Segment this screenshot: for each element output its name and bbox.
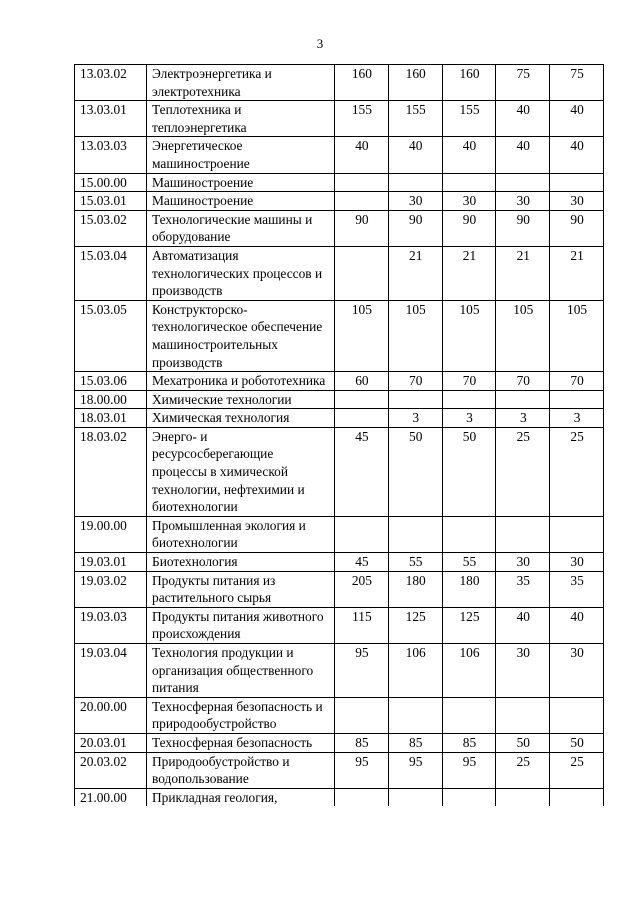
specialty-name: Технологические машины и оборудование xyxy=(147,210,335,246)
quota-value-2: 21 xyxy=(388,246,442,300)
specialty-name: Автоматизация технологических процессов и производств xyxy=(147,246,335,300)
quota-value-3: 55 xyxy=(442,553,496,572)
quota-value-1: 85 xyxy=(335,733,389,752)
quota-value-5 xyxy=(550,697,604,733)
quota-value-4: 21 xyxy=(496,246,550,300)
quota-value-2: 180 xyxy=(388,571,442,607)
quota-value-1 xyxy=(335,246,389,300)
quota-value-1: 115 xyxy=(335,607,389,643)
quota-value-5: 30 xyxy=(550,644,604,698)
quota-value-3: 95 xyxy=(442,752,496,788)
quota-value-1 xyxy=(335,788,389,806)
quota-value-5: 25 xyxy=(550,752,604,788)
quota-value-5: 40 xyxy=(550,101,604,137)
table-body xyxy=(75,65,604,807)
quota-value-4: 35 xyxy=(496,571,550,607)
table-row xyxy=(75,607,604,643)
specialty-name: Продукты питания животного происхождения xyxy=(147,607,335,643)
quota-value-2: 40 xyxy=(388,137,442,173)
table-row xyxy=(75,697,604,733)
quota-value-4: 40 xyxy=(496,607,550,643)
quota-value-3 xyxy=(442,173,496,192)
quota-value-2 xyxy=(388,173,442,192)
quota-value-3 xyxy=(442,516,496,552)
specialty-code: 18.03.01 xyxy=(75,409,147,428)
quota-value-3: 21 xyxy=(442,246,496,300)
specialty-code: 13.03.03 xyxy=(75,137,147,173)
quota-value-2: 125 xyxy=(388,607,442,643)
quota-value-4: 30 xyxy=(496,192,550,211)
quota-value-2 xyxy=(388,390,442,409)
quota-value-3: 50 xyxy=(442,427,496,516)
quota-value-2: 55 xyxy=(388,553,442,572)
quota-value-1: 95 xyxy=(335,752,389,788)
table-row xyxy=(75,409,604,428)
specialty-name: Электроэнергетика и электротехника xyxy=(147,65,335,101)
quota-value-3: 85 xyxy=(442,733,496,752)
quota-value-2: 95 xyxy=(388,752,442,788)
specialty-name: Технология продукции и организация общественного питания xyxy=(147,644,335,698)
quota-value-5: 21 xyxy=(550,246,604,300)
table-row xyxy=(75,752,604,788)
page-number: 3 xyxy=(316,36,324,51)
specialty-name: Химическая технология xyxy=(147,409,335,428)
table-row xyxy=(75,300,604,371)
quota-value-5: 30 xyxy=(550,553,604,572)
quota-value-5: 40 xyxy=(550,607,604,643)
quota-value-1: 205 xyxy=(335,571,389,607)
table-row xyxy=(75,390,604,409)
specialty-code: 19.03.04 xyxy=(75,644,147,698)
quota-value-3: 105 xyxy=(442,300,496,371)
quota-value-1: 160 xyxy=(335,65,389,101)
quota-value-5 xyxy=(550,173,604,192)
quota-value-2: 70 xyxy=(388,372,442,391)
quota-value-5: 40 xyxy=(550,137,604,173)
quota-value-3: 155 xyxy=(442,101,496,137)
specialty-name: Машиностроение xyxy=(147,173,335,192)
quota-value-5 xyxy=(550,788,604,806)
quota-value-1: 95 xyxy=(335,644,389,698)
table-row xyxy=(75,644,604,698)
table-row xyxy=(75,553,604,572)
specialty-code: 13.03.02 xyxy=(75,65,147,101)
specialty-name: Мехатроника и робототехника xyxy=(147,372,335,391)
quota-value-2: 106 xyxy=(388,644,442,698)
quota-value-4 xyxy=(496,390,550,409)
quota-value-3: 106 xyxy=(442,644,496,698)
quota-value-5: 30 xyxy=(550,192,604,211)
quota-value-2: 90 xyxy=(388,210,442,246)
quota-value-2: 85 xyxy=(388,733,442,752)
quota-value-4 xyxy=(496,788,550,806)
quota-value-4: 105 xyxy=(496,300,550,371)
quota-value-4: 40 xyxy=(496,137,550,173)
quota-value-3: 3 xyxy=(442,409,496,428)
quota-value-2 xyxy=(388,788,442,806)
quota-value-5 xyxy=(550,390,604,409)
specialty-name: Продукты питания из растительного сырья xyxy=(147,571,335,607)
quota-value-4: 50 xyxy=(496,733,550,752)
table-row xyxy=(75,372,604,391)
quota-value-1: 105 xyxy=(335,300,389,371)
quota-value-1: 40 xyxy=(335,137,389,173)
quota-value-1: 45 xyxy=(335,553,389,572)
quota-value-3: 160 xyxy=(442,65,496,101)
specialty-code: 15.03.06 xyxy=(75,372,147,391)
quota-value-1 xyxy=(335,697,389,733)
specialties-table xyxy=(74,64,604,806)
quota-value-5: 50 xyxy=(550,733,604,752)
table-row xyxy=(75,210,604,246)
quota-value-4: 25 xyxy=(496,427,550,516)
quota-value-3: 180 xyxy=(442,571,496,607)
quota-value-3 xyxy=(442,788,496,806)
specialty-code: 19.03.02 xyxy=(75,571,147,607)
specialty-code: 20.00.00 xyxy=(75,697,147,733)
specialty-name: Конструкторско-технологическое обеспечение машиностроительных производств xyxy=(147,300,335,371)
table-row xyxy=(75,427,604,516)
quota-value-3: 30 xyxy=(442,192,496,211)
specialty-code: 15.03.01 xyxy=(75,192,147,211)
quota-value-4: 90 xyxy=(496,210,550,246)
specialty-name: Машиностроение xyxy=(147,192,335,211)
table-row xyxy=(75,137,604,173)
specialty-name: Природообустройство и водопользование xyxy=(147,752,335,788)
specialty-name: Промышленная экология и биотехнологии xyxy=(147,516,335,552)
quota-value-5: 75 xyxy=(550,65,604,101)
quota-value-5: 3 xyxy=(550,409,604,428)
quota-value-3: 90 xyxy=(442,210,496,246)
quota-value-5: 25 xyxy=(550,427,604,516)
table-row xyxy=(75,192,604,211)
quota-value-1: 60 xyxy=(335,372,389,391)
specialty-name: Техносферная безопасность xyxy=(147,733,335,752)
quota-value-1: 155 xyxy=(335,101,389,137)
quota-value-3 xyxy=(442,390,496,409)
quota-value-5: 90 xyxy=(550,210,604,246)
quota-value-4 xyxy=(496,173,550,192)
quota-value-2 xyxy=(388,697,442,733)
quota-value-5 xyxy=(550,516,604,552)
quota-value-4: 30 xyxy=(496,553,550,572)
quota-value-1: 90 xyxy=(335,210,389,246)
quota-value-4: 40 xyxy=(496,101,550,137)
quota-value-3: 125 xyxy=(442,607,496,643)
specialty-name: Прикладная геология, xyxy=(147,788,335,806)
quota-value-1 xyxy=(335,192,389,211)
quota-value-5: 105 xyxy=(550,300,604,371)
specialty-name: Энергетическое машиностроение xyxy=(147,137,335,173)
table-row xyxy=(75,571,604,607)
table-row xyxy=(75,516,604,552)
specialty-code: 15.03.02 xyxy=(75,210,147,246)
quota-value-2: 105 xyxy=(388,300,442,371)
specialty-code: 21.00.00 xyxy=(75,788,147,806)
quota-value-2: 50 xyxy=(388,427,442,516)
specialty-name: Биотехнология xyxy=(147,553,335,572)
table-row xyxy=(75,788,604,806)
specialty-code: 15.00.00 xyxy=(75,173,147,192)
quota-value-1 xyxy=(335,173,389,192)
quota-value-4: 75 xyxy=(496,65,550,101)
table-row xyxy=(75,173,604,192)
quota-value-2: 30 xyxy=(388,192,442,211)
quota-value-5: 70 xyxy=(550,372,604,391)
quota-value-2: 155 xyxy=(388,101,442,137)
specialty-code: 18.03.02 xyxy=(75,427,147,516)
quota-value-4: 30 xyxy=(496,644,550,698)
quota-value-1 xyxy=(335,409,389,428)
quota-value-2: 3 xyxy=(388,409,442,428)
table-row xyxy=(75,65,604,101)
table-row xyxy=(75,733,604,752)
specialty-code: 19.03.01 xyxy=(75,553,147,572)
specialty-name: Энерго- и ресурсосберегающие процессы в химической технологии, нефтехимии и биотехнологии xyxy=(147,427,335,516)
quota-value-2 xyxy=(388,516,442,552)
quota-value-4 xyxy=(496,516,550,552)
specialty-name: Химические технологии xyxy=(147,390,335,409)
specialty-code: 13.03.01 xyxy=(75,101,147,137)
specialty-name: Техносферная безопасность и природообустройство xyxy=(147,697,335,733)
table-row xyxy=(75,101,604,137)
quota-value-4: 3 xyxy=(496,409,550,428)
quota-value-1 xyxy=(335,516,389,552)
specialty-code: 18.00.00 xyxy=(75,390,147,409)
quota-value-4 xyxy=(496,697,550,733)
quota-value-1: 45 xyxy=(335,427,389,516)
quota-value-3 xyxy=(442,697,496,733)
table-row xyxy=(75,246,604,300)
specialty-code: 15.03.04 xyxy=(75,246,147,300)
specialty-code: 19.03.03 xyxy=(75,607,147,643)
quota-value-3: 40 xyxy=(442,137,496,173)
quota-value-2: 160 xyxy=(388,65,442,101)
quota-value-5: 35 xyxy=(550,571,604,607)
specialty-code: 15.03.05 xyxy=(75,300,147,371)
quota-value-4: 25 xyxy=(496,752,550,788)
quota-value-1 xyxy=(335,390,389,409)
quota-value-3: 70 xyxy=(442,372,496,391)
quota-value-4: 70 xyxy=(496,372,550,391)
specialty-name: Теплотехника и теплоэнергетика xyxy=(147,101,335,137)
specialty-code: 20.03.02 xyxy=(75,752,147,788)
specialty-code: 19.00.00 xyxy=(75,516,147,552)
specialty-code: 20.03.01 xyxy=(75,733,147,752)
